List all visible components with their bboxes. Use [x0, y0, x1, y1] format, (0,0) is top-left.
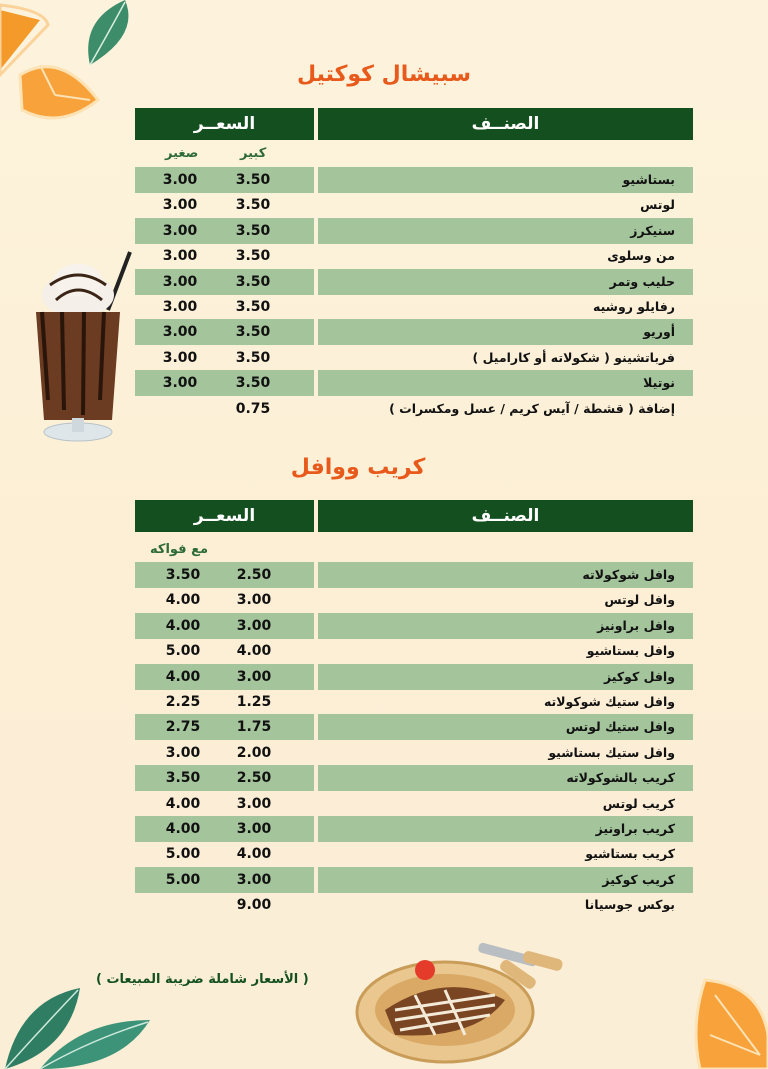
table-row: [135, 714, 693, 740]
price-large: 3.50: [235, 349, 271, 366]
table-row: [135, 841, 693, 867]
price-plain: 1.25: [236, 694, 272, 710]
table-row: [135, 892, 693, 918]
item-name: وافل لوتس: [604, 592, 675, 608]
cocktail-price-header: السعــر: [135, 108, 314, 140]
price-plain: 1.75: [236, 719, 272, 736]
price-fruit: 3.50: [165, 770, 201, 787]
price-plain: 4.00: [236, 643, 272, 660]
table-row: [135, 192, 693, 218]
item-name: من وسلوى: [607, 248, 675, 264]
price-large: 3.50: [235, 197, 271, 214]
price-fruit: 2.75: [165, 719, 201, 736]
item-name: كريب بستاشيو: [585, 846, 675, 862]
item-name: وافل شوكولاته: [582, 567, 675, 582]
table-row: [135, 167, 693, 193]
item-name: كريب لوتس: [602, 795, 675, 811]
tax-note: ( الأسعار شاملة ضريبة المبيعات ): [96, 972, 309, 987]
item-name: إضافة ( قشطة / آيس كريم / عسل ومكسرات ): [389, 400, 675, 416]
crepe-item-header: الصنــف: [318, 500, 693, 532]
price-small: 3.00: [162, 248, 198, 265]
price-small: 3.00: [162, 299, 198, 315]
table-row: [135, 613, 693, 639]
item-name: كريب براونيز: [595, 821, 675, 836]
item-name: وافل ستيك بستاشيو: [548, 744, 675, 760]
item-name: وافل براونيز: [597, 617, 675, 633]
price-fruit: 5.00: [165, 846, 201, 863]
cocktail-sub-small: صغير: [165, 146, 199, 161]
item-name: حليب وتمر: [609, 273, 675, 289]
price-small: 3.00: [162, 375, 198, 392]
crepe-sub-fruit: مع فواكه: [150, 542, 209, 557]
table-row: [135, 319, 693, 345]
table-row: [135, 370, 693, 396]
price-fruit: 3.50: [165, 567, 201, 583]
table-row: [135, 816, 693, 842]
price-small: 3.00: [162, 324, 198, 341]
price-fruit: 5.00: [165, 871, 201, 888]
price-small: [150, 396, 210, 422]
price-plain: 9.00: [236, 897, 272, 914]
table-row: [135, 243, 693, 269]
price-large: 3.50: [235, 324, 271, 341]
item-name: بستاشيو: [622, 172, 675, 187]
leaf-top: [80, 0, 140, 70]
table-row: [135, 294, 693, 320]
price-large: 3.50: [235, 172, 271, 188]
crepe-board-image: [355, 940, 575, 1065]
price-fruit: 5.00: [165, 643, 201, 660]
table-row: [135, 740, 693, 766]
table-row: [135, 664, 693, 690]
price-plain: 4.00: [236, 846, 272, 863]
price-large: 3.50: [235, 273, 271, 290]
price-small: 3.00: [162, 349, 198, 366]
item-name: رفايلو روشيه: [592, 299, 675, 314]
item-name: وافل كوكيز: [603, 668, 675, 684]
item-name: كريب كوكيز: [602, 871, 675, 887]
crepe-section-title: كريب ووافل: [290, 455, 426, 480]
table-row: [135, 765, 693, 791]
item-name: بوكس جوسيانا: [584, 897, 675, 913]
price-fruit: 3.00: [165, 744, 201, 761]
item-name: نوتيلا: [643, 375, 675, 391]
item-name: فرباتشينو ( شكولاته أو كاراميل ): [472, 349, 675, 365]
table-row: [135, 218, 693, 244]
price-fruit: 4.00: [165, 821, 201, 837]
price-fruit: 4.00: [165, 592, 201, 609]
price-large: 3.50: [235, 299, 271, 315]
table-row: [135, 689, 693, 715]
price-large: 0.75: [235, 400, 271, 417]
price-large: 3.50: [235, 248, 271, 265]
item-name: كريب بالشوكولاته: [566, 770, 675, 786]
price-small: 3.00: [162, 273, 198, 290]
cocktail-section-title: سبيشال كوكتيل: [297, 62, 471, 87]
item-name: لوتس: [640, 197, 675, 213]
price-large: 3.50: [235, 375, 271, 392]
price-small: 3.00: [162, 222, 198, 239]
price-fruit: 4.00: [165, 795, 201, 812]
item-name: أوريو: [643, 324, 675, 340]
price-plain: 3.00: [236, 592, 272, 609]
table-row: [135, 867, 693, 893]
price-plain: 3.00: [236, 821, 272, 837]
price-plain: 2.00: [236, 744, 272, 761]
price-fruit: 2.25: [165, 694, 201, 710]
table-row: [135, 345, 693, 371]
orange-slice-bottom-right: [690, 975, 768, 1069]
price-fruit: 4.00: [165, 617, 201, 634]
cocktail-item-header: الصنــف: [318, 108, 693, 140]
item-name: وافل ستيك لوتس: [565, 719, 675, 735]
item-name: سنيكرز: [630, 222, 675, 238]
price-plain: 3.00: [236, 617, 272, 634]
leaves-bottom-left: [0, 980, 150, 1069]
price-small: 3.00: [162, 172, 198, 188]
price-plain: 3.00: [236, 871, 272, 888]
table-row: [135, 269, 693, 295]
price-fruit: [153, 892, 213, 918]
table-row: [135, 562, 693, 588]
table-row: [135, 638, 693, 664]
cocktail-sub-large: كبير: [240, 146, 267, 161]
price-small: 3.00: [162, 197, 198, 214]
table-row: [135, 791, 693, 817]
price-plain: 3.00: [236, 795, 272, 812]
price-plain: 3.00: [236, 668, 272, 685]
table-row: [135, 396, 693, 422]
price-fruit: 4.00: [165, 668, 201, 685]
item-name: وافل ستيك شوكولاته: [543, 694, 675, 709]
price-large: 3.50: [235, 222, 271, 239]
price-plain: 2.50: [236, 567, 272, 583]
crepe-price-header: السعــر: [135, 500, 314, 532]
milkshake-image: [28, 250, 136, 446]
table-row: [135, 587, 693, 613]
price-plain: 2.50: [236, 770, 272, 787]
item-name: وافل بستاشيو: [586, 643, 675, 659]
